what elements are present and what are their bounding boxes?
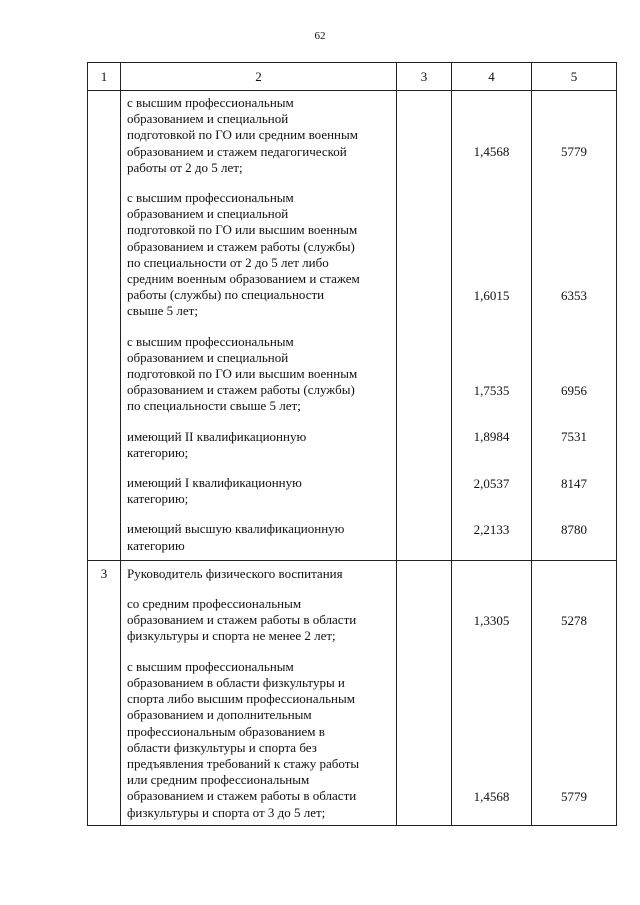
entry-line: образованием и специальной [127,206,289,222]
qualification-entry [121,95,396,176]
entry-line: работы от 2 до 5 лет; [127,159,243,175]
entry-line: со средним профессиональным [127,596,302,612]
coefficient-cell [452,91,532,561]
entry-line: подготовкой по ГО или средним военным [127,127,358,143]
row-number: 3 [88,560,121,825]
position-description-cell [121,91,397,561]
entry-line: образованием и стажем педагогической [127,143,347,159]
entry-line: средним военным образованием и стажем [127,271,360,287]
col-3-cell [397,560,452,825]
entry-line: с высшим профессиональным [127,190,294,206]
entry-gap [121,415,396,429]
salary-cell [532,560,617,825]
coefficient-cell [452,560,532,825]
entry-line: подготовкой по ГО или высшим военным [127,366,358,382]
qualification-entry [121,475,396,507]
qualification-entry [121,429,396,461]
coefficient-value: 2,2133 [473,522,510,538]
salary-value: 6956 [561,382,587,398]
header-col-3: 3 [397,63,452,91]
entry-line: имеющий II квалификационную [127,428,307,444]
entry-gap [121,461,396,475]
entry-line: с высшим профессиональным [127,333,294,349]
entry-line: работы (службы) по специальности [127,287,325,303]
header-col-2: 2 [121,63,397,91]
entry-line: физкультуры и спорта от 3 до 5 лет; [127,804,326,820]
salary-value: 8780 [561,522,587,538]
header-col-5: 5 [532,63,617,91]
qualification-entry [121,659,396,821]
entry-line: области физкультуры и спорта без [127,739,317,755]
entry-line: образованием в области физкультуры и [127,674,345,690]
entry-line: с высшим профессиональным [127,95,294,110]
qualification-entry [121,596,396,645]
entry-line: образованием и стажем работы (службы) [127,238,355,254]
entry-line: образованием и стажем работы в области [127,788,357,804]
coefficient-value: 1,4568 [473,144,510,160]
salary-value: 5779 [561,144,587,160]
table-row-section-2 [88,560,617,825]
qualification-entry [121,334,396,415]
entry-line: свыше 5 лет; [127,303,198,319]
coefficient-value: 1,6015 [473,287,510,303]
qualification-entry [121,521,396,553]
entry-line: категорию [127,537,185,553]
salary-value: 8147 [561,475,587,491]
coefficient-value: 1,7535 [473,382,510,398]
salary-value: 6353 [561,287,587,303]
entry-line: категорию; [127,444,189,460]
entry-line: предъявления требований к стажу работы [127,755,360,771]
entry-line: имеющий высшую квалификационную [127,521,345,537]
salary-value: 5278 [561,612,587,628]
coefficient-value: 1,8984 [473,429,510,445]
coefficient-value: 2,0537 [473,475,510,491]
entry-line: с высшим профессиональным [127,658,294,674]
entry-line: по специальности от 2 до 5 лет либо [127,254,329,270]
entry-line: подготовкой по ГО или высшим военным [127,222,358,238]
header-col-1: 1 [88,63,121,91]
entry-gap [121,320,396,334]
entry-line: образованием и специальной [127,349,289,365]
salary-value: 7531 [561,429,587,445]
entry-line: имеющий I квалификационную [127,475,302,491]
header-row [88,63,617,91]
entry-line: физкультуры и спорта не менее 2 лет; [127,628,336,644]
entry-line: или средним профессиональным [127,772,310,788]
coefficient-value: 1,4568 [473,789,510,805]
salary-table [87,62,617,826]
position-title: Руководитель физического воспитания [127,565,343,581]
salary-cell [532,91,617,561]
col-3-cell [397,91,452,561]
salary-value: 5779 [561,789,587,805]
row-number-cell [88,91,121,561]
entry-line: спорта либо высшим профессиональным [127,691,355,707]
position-description-cell [121,560,397,825]
entry-line: категорию; [127,491,189,507]
entry-line: образованием и стажем работы в области [127,612,357,628]
entry-gap [121,582,396,596]
entry-line: образованием и специальной [127,111,289,127]
entry-line: образованием и стажем работы (службы) [127,382,355,398]
entry-line: профессиональным образованием в [127,723,325,739]
table-row-section-1 [88,91,617,561]
coefficient-value: 1,3305 [473,612,510,628]
header-col-4: 4 [452,63,532,91]
entry-gap [121,507,396,521]
entry-gap [121,645,396,659]
entry-line: образованием и дополнительным [127,707,312,723]
entry-line: по специальности свыше 5 лет; [127,398,301,414]
entry-gap [121,176,396,190]
page-number: 62 [314,30,326,42]
qualification-entry [121,190,396,320]
